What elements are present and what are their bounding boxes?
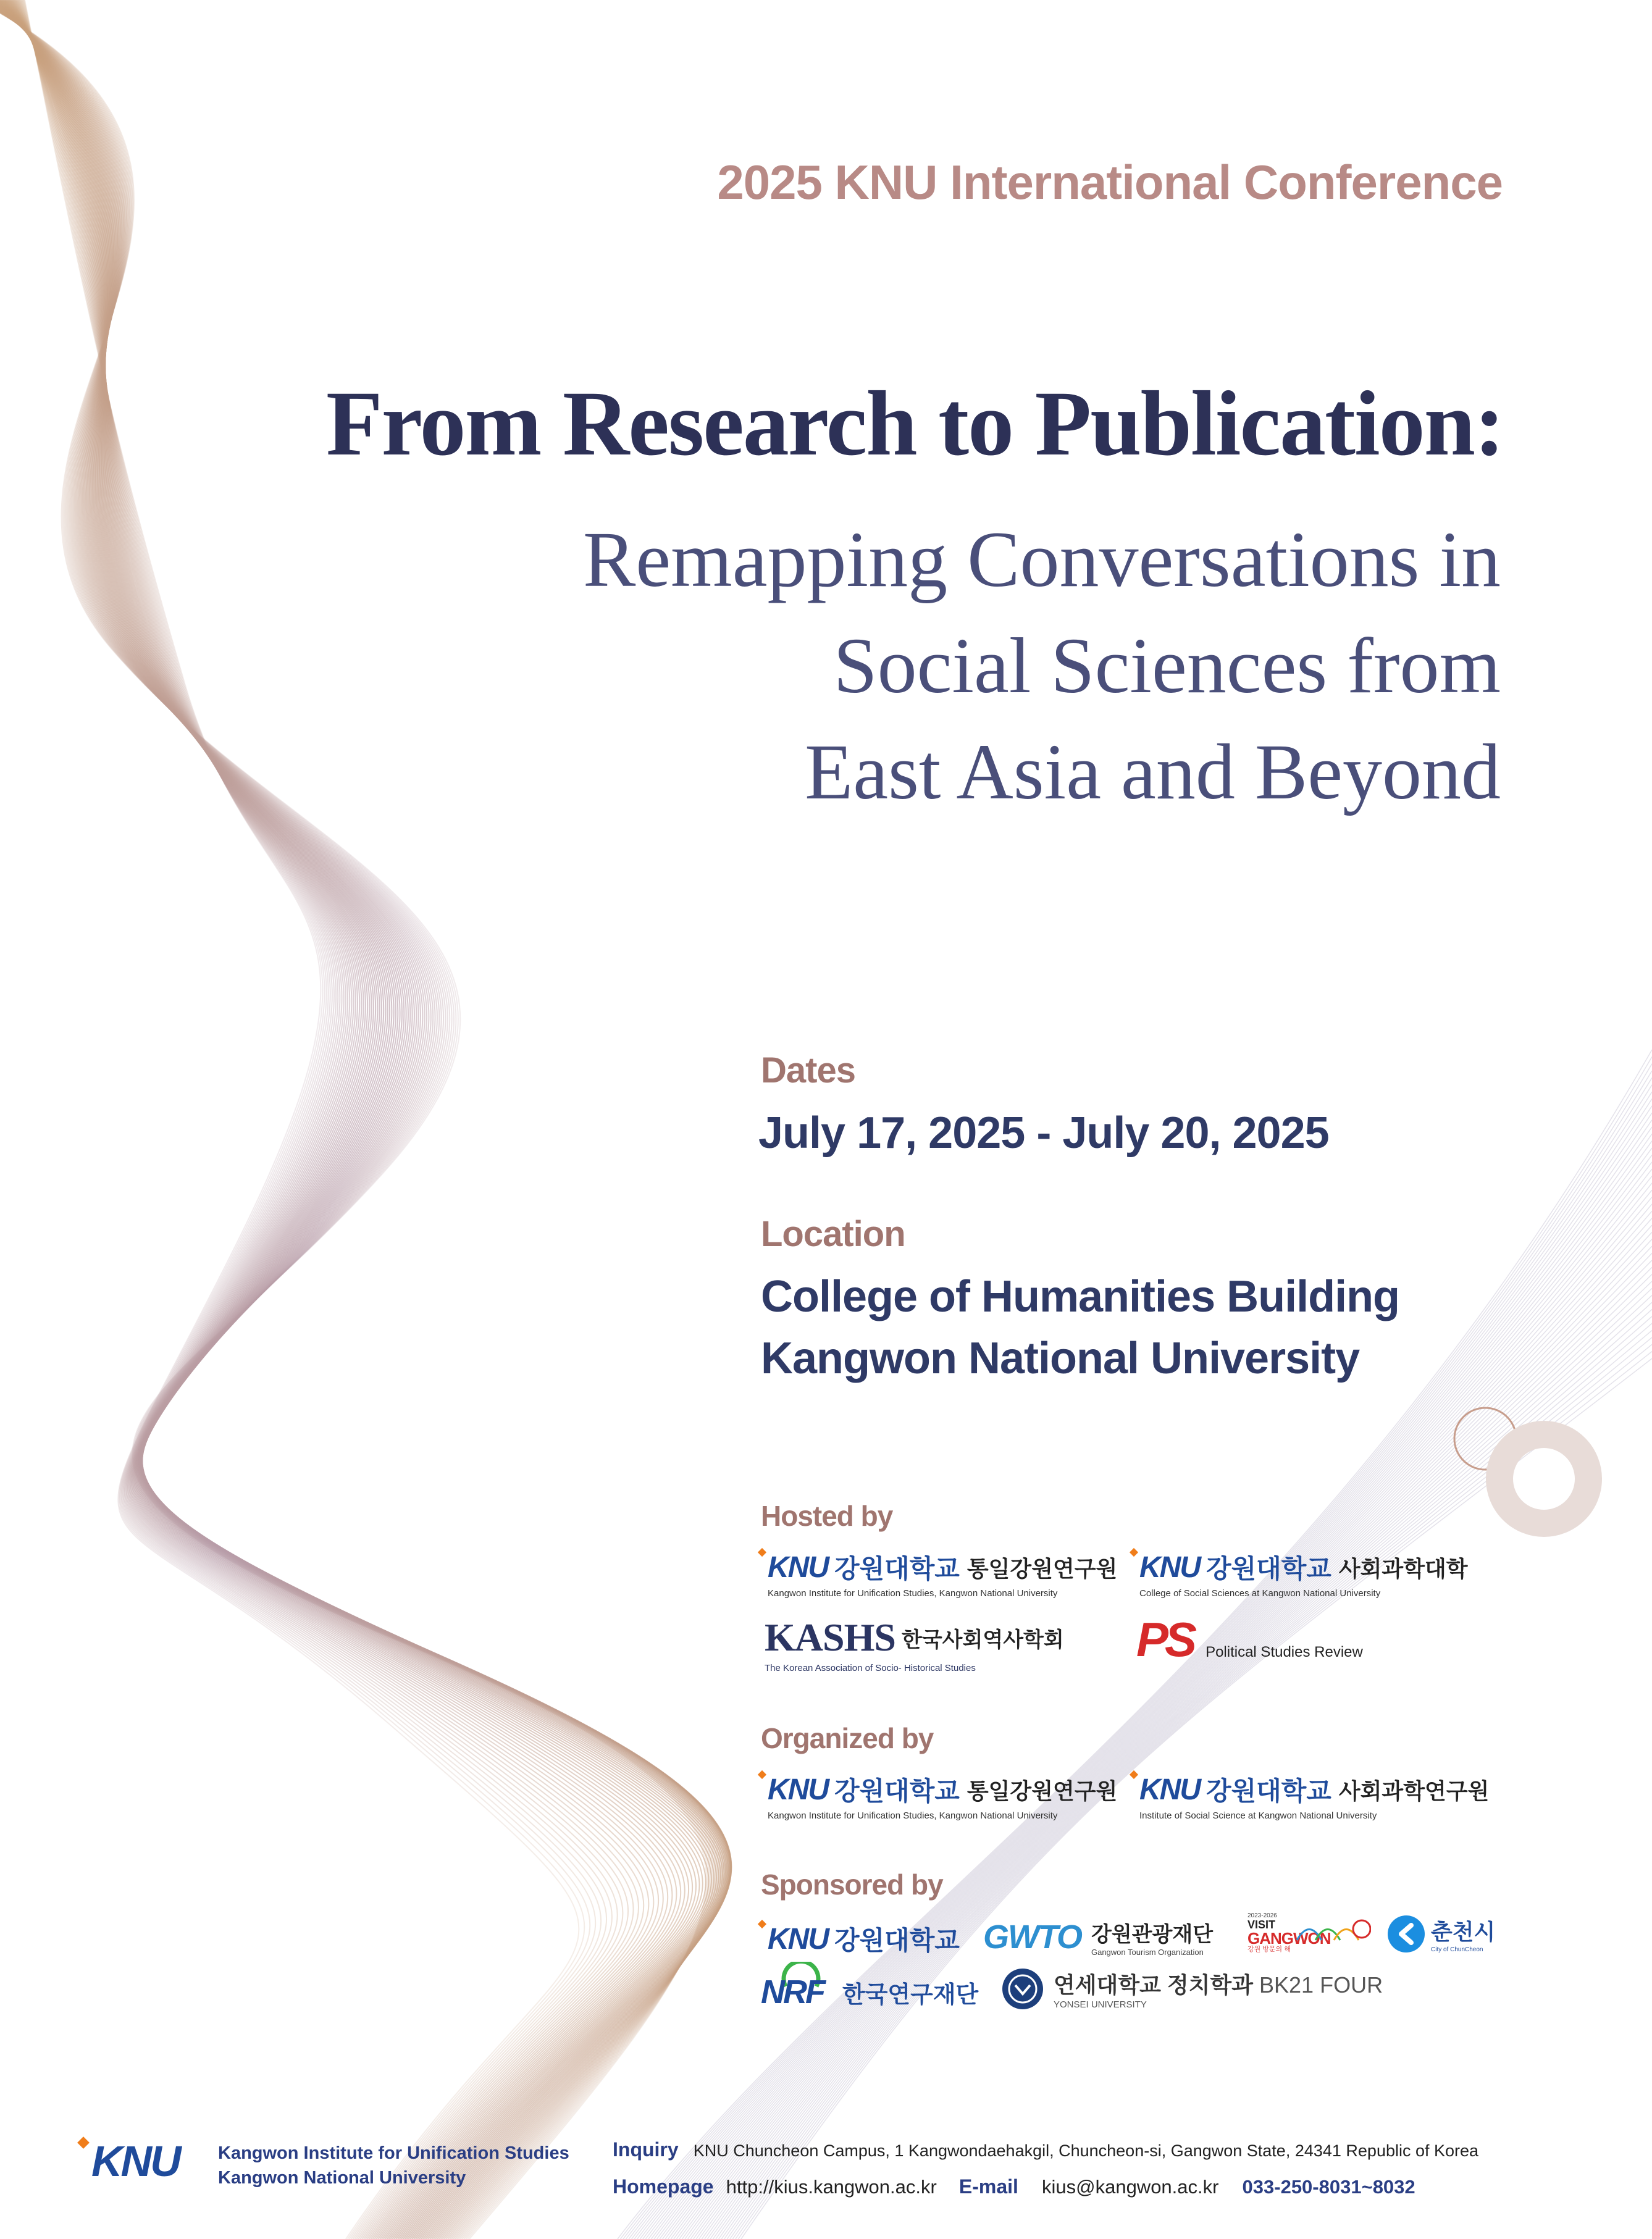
wave-line xyxy=(3,0,714,2239)
title-sub-line: East Asia and Beyond xyxy=(805,728,1501,816)
logo-sub: City of ChunCheon xyxy=(1431,1946,1483,1953)
deco-ring-large xyxy=(1499,1434,1588,1523)
wave-line xyxy=(707,1274,1652,2239)
logo-kor2: 통일강원연구원 xyxy=(966,1778,1118,1804)
kashs-logo-icon: KASHS xyxy=(765,1615,895,1659)
logo-kor: 춘천시 xyxy=(1431,1919,1496,1944)
host-logo-unification xyxy=(768,1549,1117,1599)
nrf-logo-icon: NRF xyxy=(761,1973,824,2011)
conference-name: 2025 KNU International Conference xyxy=(717,155,1503,209)
footer-knu-logo xyxy=(91,2136,180,2186)
logo-years: 2023-2026 xyxy=(1247,1912,1277,1919)
location-line: College of Humanities Building xyxy=(761,1272,1400,1321)
logo-kor2: 사회과학대학 xyxy=(1338,1555,1468,1581)
location-label: Location xyxy=(761,1214,905,1254)
organized-label: Organized by xyxy=(761,1722,934,1754)
wave-line xyxy=(23,0,596,2239)
title-sub-line: Social Sciences from xyxy=(833,622,1501,709)
knu-logo-icon: KNU xyxy=(768,1551,828,1584)
logo-text: Political Studies Review xyxy=(1205,1643,1363,1660)
chuncheon-logo-icon xyxy=(1386,1914,1426,1954)
title-sub xyxy=(583,506,1501,825)
inquiry-value: KNU Chuncheon Campus, 1 Kangwondaehakgil, Chuncheon-si, Gangwon State, 24341 Republic of Korea xyxy=(693,2141,1479,2160)
logo-kor2: 사회과학연구원 xyxy=(1338,1778,1490,1804)
logo-sub: Kangwon Institute for Unification Studies, Kangwon National University xyxy=(768,1810,1058,1821)
org-logo-social-science-institute xyxy=(1139,1771,1489,1821)
footer-inst-line: Kangwon National University xyxy=(218,2168,466,2188)
wave-line xyxy=(19,0,623,2239)
homepage-label: Homepage xyxy=(613,2175,714,2198)
logo-sub: Institute of Social Science at Kangwon National University xyxy=(1139,1810,1377,1821)
wave-line xyxy=(0,0,726,2239)
email-label: E-mail xyxy=(958,2175,1018,2198)
logo-sub: Gangwon Tourism Organization xyxy=(1091,1948,1204,1957)
wave-line xyxy=(0,0,729,2239)
wave-line xyxy=(0,0,729,2239)
logo-kor: 강원대학교 xyxy=(1206,1554,1331,1583)
wave-line xyxy=(5,0,709,2239)
inquiry-label: Inquiry xyxy=(613,2138,679,2161)
hosted-label: Hosted by xyxy=(761,1500,893,1532)
wave-line xyxy=(710,1281,1652,2239)
homepage-link[interactable]: http://kius.kangwon.ac.kr xyxy=(726,2176,937,2198)
logo-kor: 한국사회역사학회 xyxy=(901,1628,1064,1652)
title-sub-line: Remapping Conversations in xyxy=(582,516,1501,603)
footer-inst-line: Kangwon Institute for Unification Studies xyxy=(218,2143,569,2163)
footer-logo-text: KNU xyxy=(91,2137,180,2185)
sponsor-knu xyxy=(768,1920,960,1957)
logo-line: GANGWON xyxy=(1247,1929,1331,1948)
logo-kor: 한국연구재단 xyxy=(842,1982,979,2008)
logo-sub: YONSEI UNIVERSITY xyxy=(1054,1999,1147,2010)
location-line: Kangwon National University xyxy=(761,1334,1360,1383)
wave-line xyxy=(19,0,629,2239)
email-link[interactable]: kius@kangwon.ac.kr xyxy=(1041,2176,1219,2198)
knu-logo-icon: KNU xyxy=(768,1773,828,1807)
location-value xyxy=(761,1266,1399,1389)
knu-logo-icon: KNU xyxy=(1139,1773,1200,1807)
wave-line xyxy=(9,0,689,2239)
logo-line: 강원 방문의 해 xyxy=(1247,1946,1291,1953)
rainbow-icon xyxy=(1291,1915,1371,1946)
logo-kor: 강원대학교 xyxy=(834,1554,960,1583)
logo-kor: 강원대학교 xyxy=(1206,1777,1331,1806)
footer-inquiry xyxy=(613,2138,1478,2161)
footer-institute xyxy=(218,2141,569,2190)
title-main: From Research to Publication: xyxy=(325,372,1504,475)
gwto-logo-icon: GWTO xyxy=(983,1919,1081,1956)
logo-sub: College of Social Sciences at Kangwon National University xyxy=(1139,1588,1381,1599)
host-logo-kashs xyxy=(765,1615,1064,1673)
sponsor-visit-gangwon xyxy=(1247,1913,1331,1953)
ps-logo-icon: PS xyxy=(1136,1612,1194,1667)
org-logo-unification xyxy=(768,1771,1117,1821)
logo-sub: The Korean Association of Socio- Historical Studies xyxy=(765,1663,976,1673)
phone-number: 033-250-8031~8032 xyxy=(1242,2176,1415,2198)
logo-kor: 연세대학교 정치학과 xyxy=(1054,1972,1253,1998)
logo-kor: 강원관광재단 xyxy=(1091,1923,1214,1946)
logo-kor: 강원대학교 xyxy=(834,1777,960,1806)
host-logo-psr xyxy=(1136,1612,1363,1668)
host-logo-social-sciences xyxy=(1139,1549,1468,1599)
sponsor-nrf xyxy=(761,1973,978,2011)
footer-contact xyxy=(613,2175,1415,2198)
logo-tag: BK21 FOUR xyxy=(1259,1972,1383,1998)
yonsei-seal-icon xyxy=(1000,1967,1045,2011)
wave-line xyxy=(713,1288,1652,2239)
logo-line: VISIT xyxy=(1247,1919,1276,1931)
dates-label: Dates xyxy=(761,1050,855,1090)
sponsored-label: Sponsored by xyxy=(761,1869,943,1901)
logo-sub: Kangwon Institute for Unification Studies, Kangwon National University xyxy=(768,1588,1058,1599)
knu-logo-icon: KNU xyxy=(768,1922,828,1956)
sponsor-gwto xyxy=(983,1917,1213,1957)
logo-kor: 강원대학교 xyxy=(834,1926,960,1955)
sponsor-yonsei xyxy=(1000,1967,1383,2011)
dates-value: July 17, 2025 - July 20, 2025 xyxy=(758,1108,1329,1158)
knu-logo-icon: KNU xyxy=(1139,1551,1200,1584)
logo-kor2: 통일강원연구원 xyxy=(966,1555,1118,1581)
sponsor-chuncheon xyxy=(1386,1914,1495,1954)
